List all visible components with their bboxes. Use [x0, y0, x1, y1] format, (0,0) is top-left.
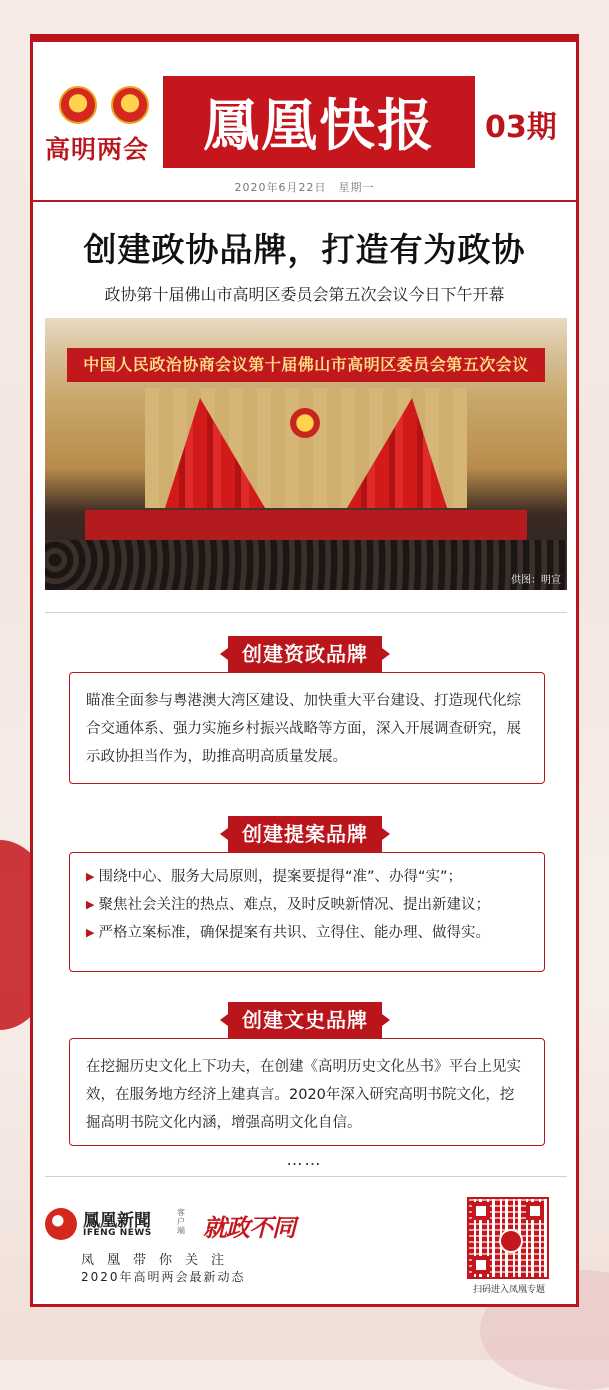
- section-divider: [45, 612, 567, 613]
- section-heading: [228, 636, 382, 672]
- list-item: [86, 919, 528, 947]
- qr-corner: [472, 1256, 490, 1274]
- qr-code[interactable]: [467, 1197, 549, 1279]
- ifeng-logo-badge: 客户端: [177, 1208, 185, 1235]
- list-item: [86, 891, 528, 919]
- national-emblem-icon: [59, 86, 97, 124]
- section-box: [69, 672, 545, 784]
- list-item-text: 严格立案标准，确保提案有共识、立得住、能办理、做得实。: [98, 925, 490, 941]
- section-box: [69, 1038, 545, 1146]
- section-heading-label: 创建资政品牌: [228, 636, 382, 672]
- footer-divider: [45, 1176, 567, 1177]
- headline-title: 创建政协品牌，打造有为政协: [83, 230, 526, 269]
- section-paragraph: 瞄准全面参与粤港澳大湾区建设、加快重大平台建设、打造现代化综合交通体系、强力实施乡村振兴战略等方面，深入开展调查研究，展示政协担当作为，助推高明高质量发展。: [86, 693, 521, 765]
- ellipsis: ……: [286, 1150, 323, 1169]
- section-paragraph: 在挖掘历史文化上下功夫，在创建《高明历史文化丛书》平台上见实效，在服务地方经济上建真言。2020年深入研究高明书院文化，挖掘高明书院文化内涵，增强高明文化自信。: [86, 1059, 521, 1131]
- photo-banner: 中国人民政治协商会议第十届佛山市高明区委员会第五次会议: [67, 348, 545, 382]
- headline-subtitle: 政协第十届佛山市高明区委员会第五次会议今日下午开幕: [104, 285, 505, 304]
- section-box: [69, 852, 545, 972]
- ifeng-logo-en: IFENG NEWS: [83, 1228, 152, 1238]
- section-heading: [228, 816, 382, 852]
- list-item-text: 聚焦社会关注的热点、难点，及时反映新情况、提出新建议；: [98, 897, 490, 913]
- issue-date: 2020年6月22日 星期一: [234, 181, 375, 194]
- stage-emblem-icon: [290, 408, 320, 438]
- triangle-bullet-icon: ▶: [86, 926, 95, 939]
- list-item: [86, 863, 528, 891]
- ifeng-logo-icon: [45, 1208, 77, 1240]
- triangle-bullet-icon: ▶: [86, 870, 95, 883]
- list-item-text: 围绕中心、服务大局原则，提案要提得“准”、办得“实”；: [98, 869, 463, 885]
- qr-corner: [526, 1202, 544, 1220]
- slogan: 就政不同: [203, 1214, 295, 1242]
- masthead: [163, 76, 475, 168]
- qr-logo-icon: [499, 1229, 523, 1253]
- photo-credit: 供图：明宣: [511, 575, 561, 586]
- cppcc-emblem-icon: [111, 86, 149, 124]
- ifeng-logo-cn: 鳳凰新聞: [83, 1211, 151, 1231]
- issue-number: 03期: [485, 110, 557, 145]
- event-label: 高明两会: [45, 135, 150, 164]
- section-heading: [228, 1002, 382, 1038]
- poster-card: [30, 34, 579, 1307]
- header: [33, 42, 576, 202]
- triangle-bullet-icon: ▶: [86, 898, 95, 911]
- stage-table: [85, 510, 527, 540]
- section-heading-label: 创建文史品牌: [228, 1002, 382, 1038]
- section-heading-label: 创建提案品牌: [228, 816, 382, 852]
- footer-line-1: 凤凰带你关注: [81, 1253, 238, 1268]
- qr-caption: 扫码进入凤凰专题: [472, 1285, 545, 1295]
- masthead-title: 鳳凰快报: [203, 93, 435, 159]
- audience: [45, 540, 567, 590]
- meeting-photo: [45, 318, 567, 590]
- qr-corner: [472, 1202, 490, 1220]
- emblems: [59, 86, 169, 126]
- footer-line-2: 2020年高明两会最新动态: [81, 1270, 246, 1284]
- header-divider: [33, 200, 576, 202]
